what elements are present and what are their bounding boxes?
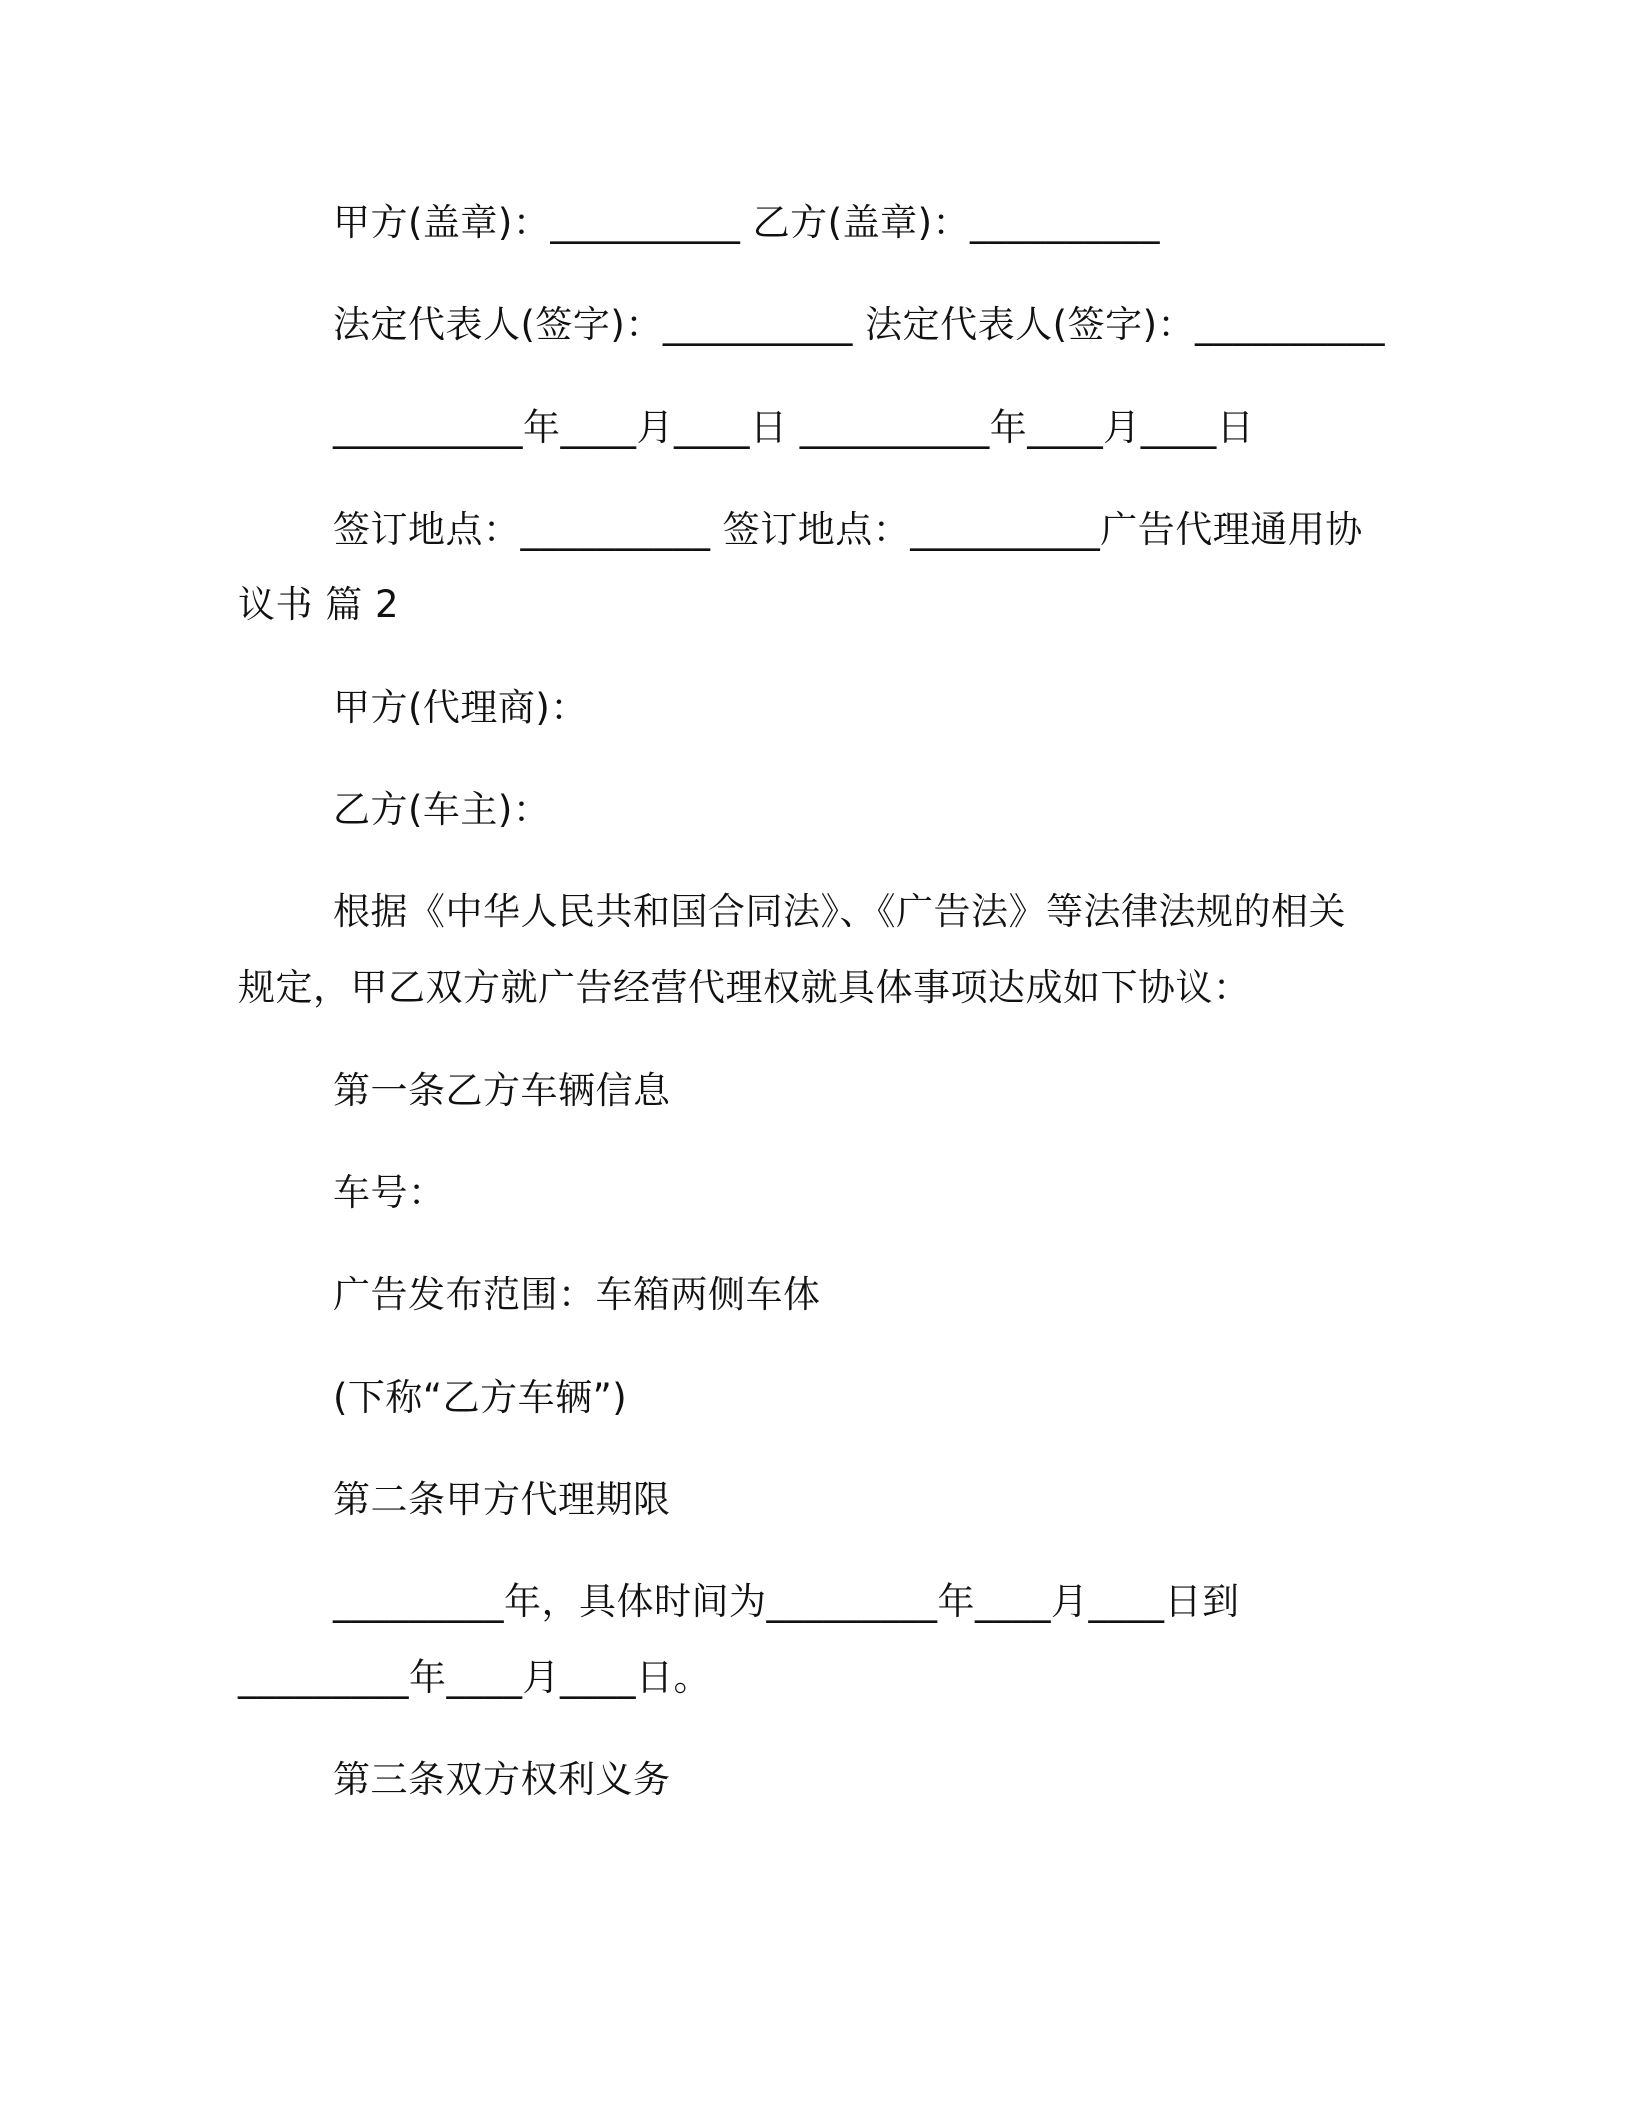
term-line-2: _________年____月____日。 [238, 1656, 711, 1699]
term-line-1: _________年，具体时间为_________年____月____日到 [333, 1580, 1240, 1623]
party-a-line: 甲方(代理商)： [333, 686, 588, 729]
vehicle-alias-line: (下称“乙方车辆”) [333, 1376, 628, 1419]
article-3-heading: 第三条双方权利义务 [333, 1758, 671, 1801]
seal-line: 甲方(盖章)：__________ 乙方(盖章)：__________ [333, 201, 1161, 244]
article-1-heading: 第一条乙方车辆信息 [333, 1069, 671, 1112]
legal-rep-line: 法定代表人(签字)：__________ 法定代表人(签字)：__________ [333, 303, 1386, 346]
party-b-line: 乙方(车主)： [333, 788, 551, 831]
date-line: __________年____月____日 __________年____月____日 [333, 406, 1255, 449]
preamble-line-2: 规定，甲乙双方就广告经营代理权就具体事项达成如下协议： [238, 966, 1251, 1009]
plate-number-line: 车号： [333, 1171, 446, 1214]
signing-place-line: 签订地点：__________ 签订地点：__________广告代理通用协 [333, 508, 1363, 551]
ad-scope-line: 广告发布范围：车箱两侧车体 [333, 1273, 821, 1316]
preamble-line-1: 根据《中华人民共和国合同法》、《广告法》等法律法规的相关 [333, 890, 1346, 933]
article-2-heading: 第二条甲方代理期限 [333, 1478, 671, 1521]
section-title-line: 议书 篇 2 [238, 583, 400, 626]
